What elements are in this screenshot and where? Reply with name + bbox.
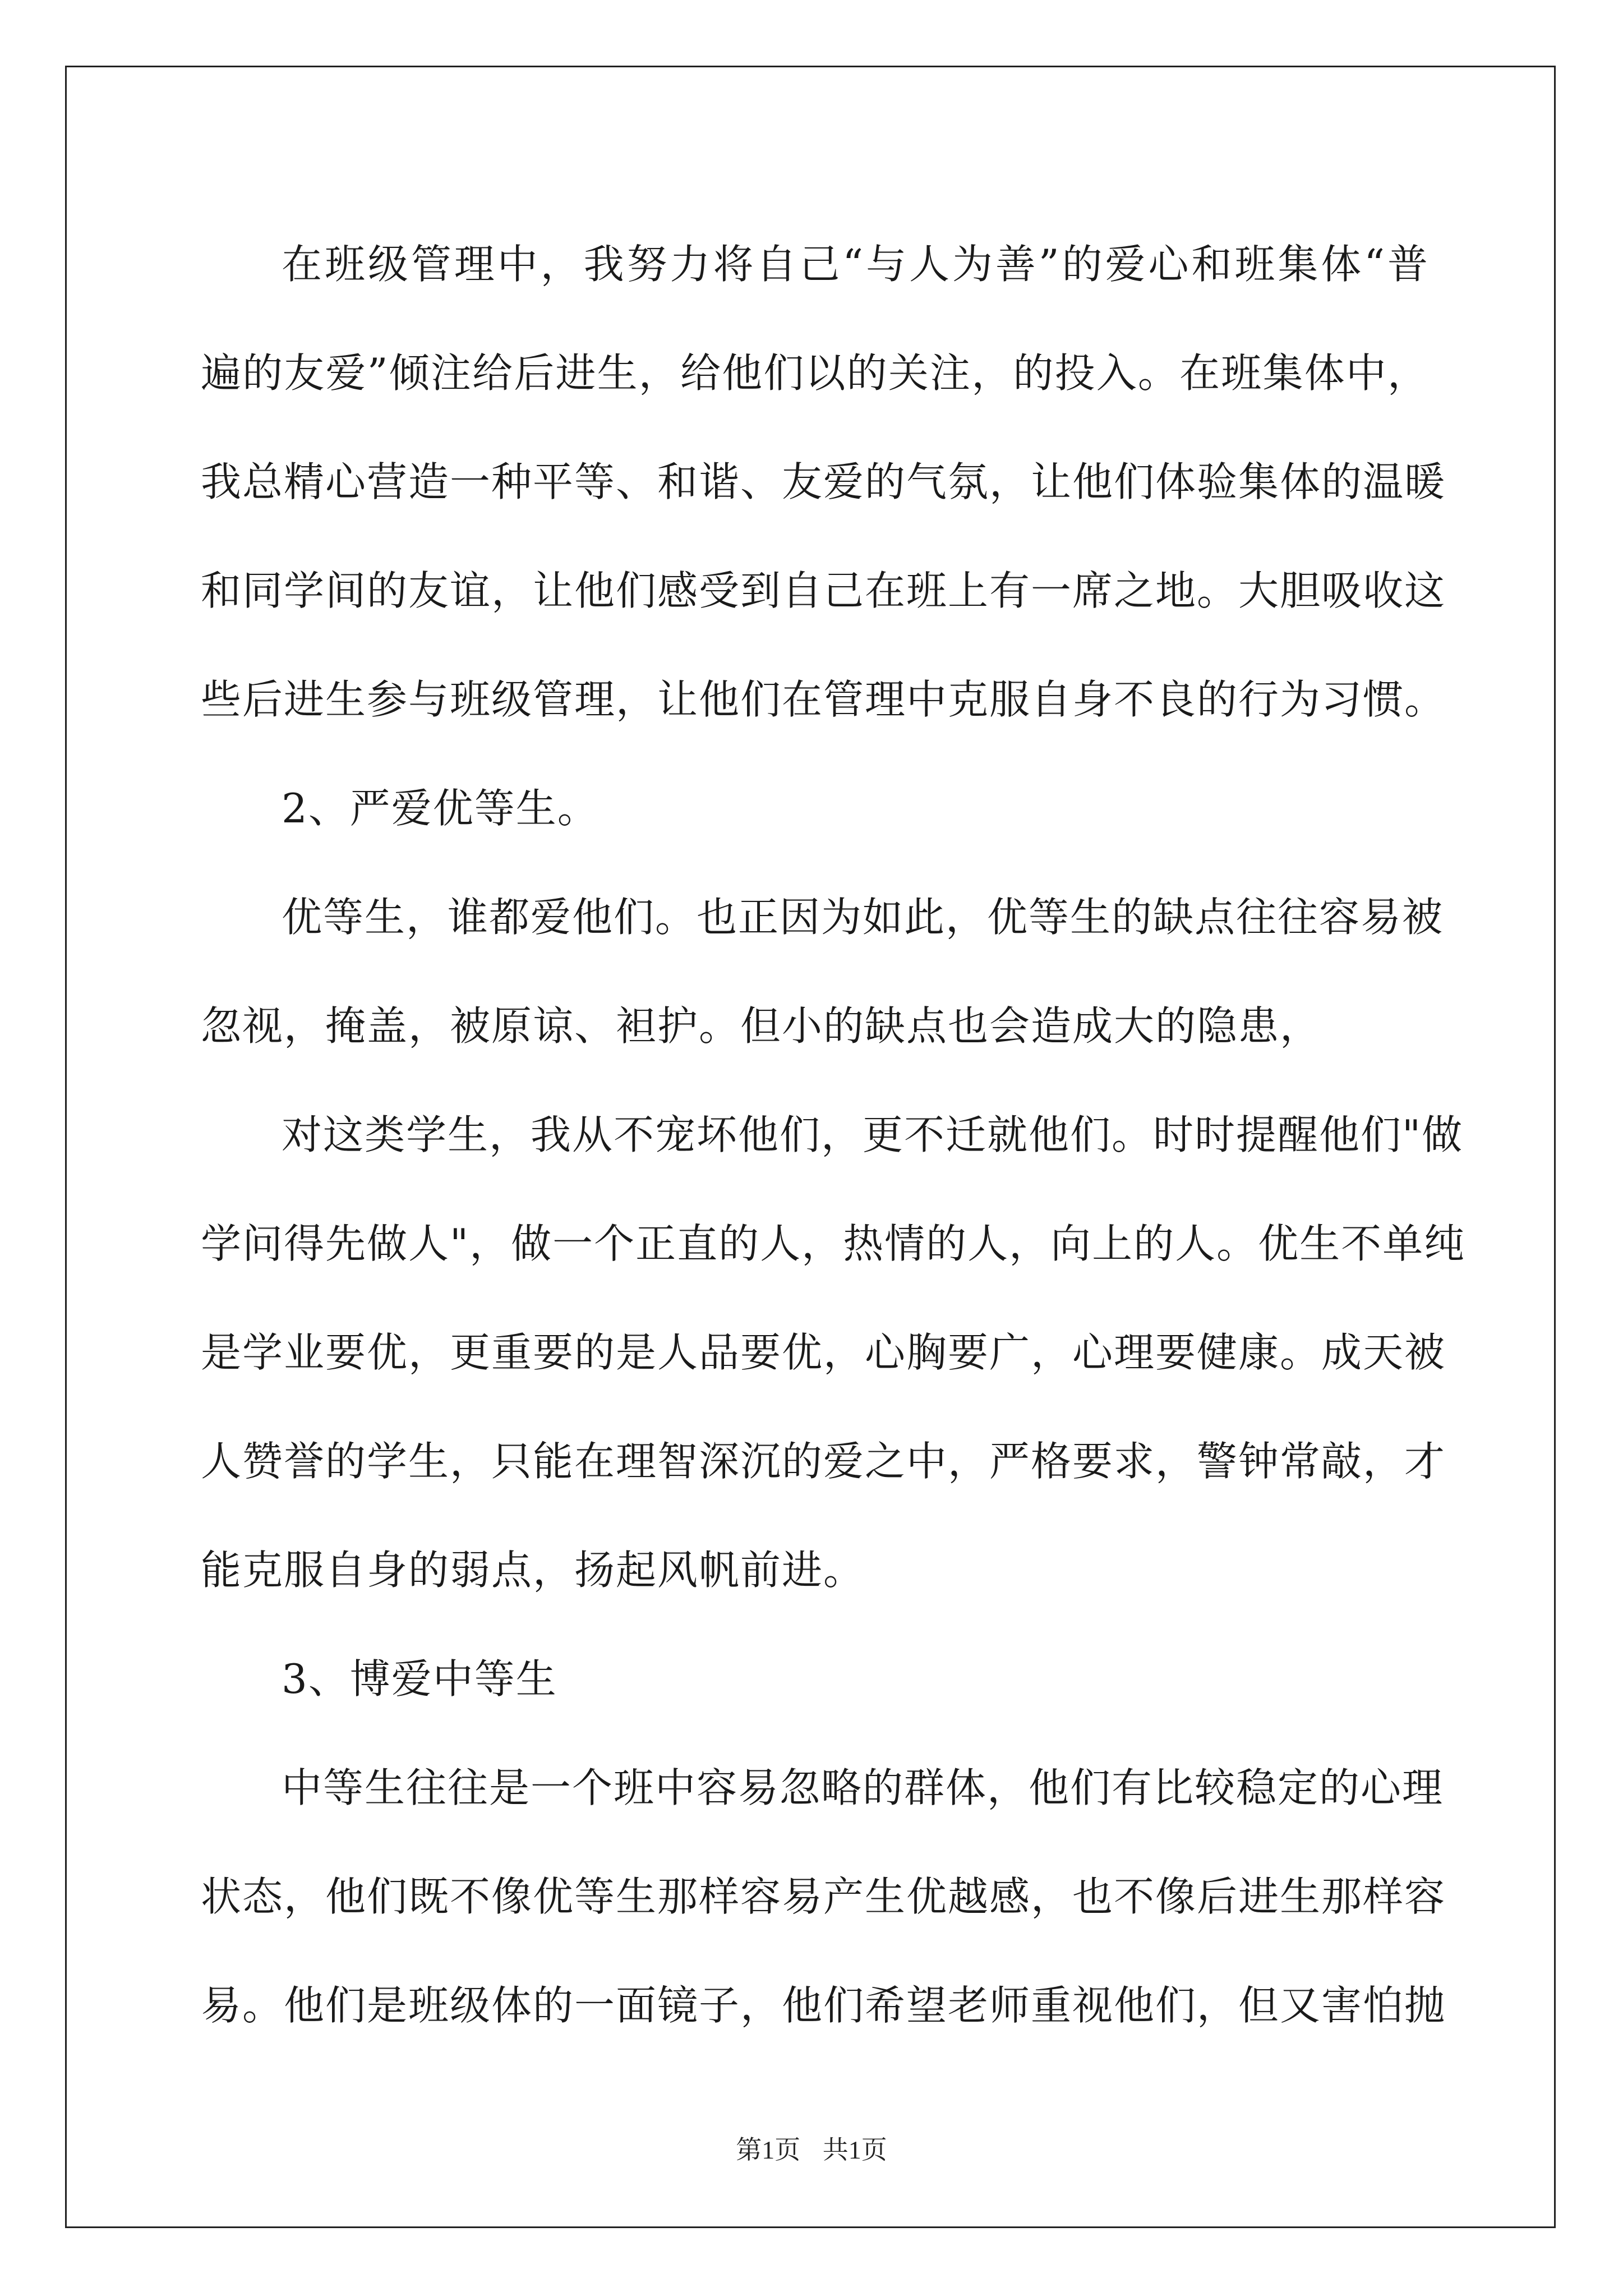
page-number: 第1页 bbox=[736, 2136, 801, 2164]
text-line: 学问得先做人"，做一个正直的人，热情的人，向上的人。优生不单纯 bbox=[201, 1220, 1466, 1267]
text-line: 状态，他们既不像优等生那样容易产生优越感，也不像后进生那样容 bbox=[201, 1873, 1446, 1920]
page-footer bbox=[0, 2129, 1623, 2166]
text-line: 能克服自身的弱点，扬起风帆前进。 bbox=[201, 1547, 865, 1594]
text-line: 中等生往往是一个班中容易忽略的群体，他们有比较稳定的心理 bbox=[282, 1764, 1444, 1811]
document-body bbox=[201, 210, 1466, 2060]
paragraph-class-management bbox=[201, 210, 1446, 754]
text-line: 2、严爱优等生。 bbox=[282, 785, 599, 832]
text-line: 和同学间的友谊，让他们感受到自己在班上有一席之地。大胆吸收这 bbox=[201, 567, 1446, 614]
text-line: 优等生，谁都爱他们。也正因为如此，优等生的缺点往往容易被 bbox=[282, 894, 1444, 941]
text-line: 忽视，掩盖，被原谅、袒护。但小的缺点也会造成大的隐患， bbox=[201, 1002, 1322, 1050]
text-line: 对这类学生，我从不宠坏他们，更不迁就他们。时时提醒他们"做 bbox=[282, 1111, 1464, 1158]
paragraph-strict-love bbox=[201, 1080, 1466, 1625]
paragraph-middle-students bbox=[201, 1733, 1446, 2060]
text-line: 些后进生参与班级管理，让他们在管理中克服自身不良的行为习惯。 bbox=[201, 676, 1446, 723]
text-line: 我总精心营造一种平等、和谐、友爱的气氛，让他们体验集体的温暖 bbox=[201, 458, 1446, 505]
text-line: 易。他们是班级体的一面镜子，他们希望老师重视他们，但又害怕抛 bbox=[201, 1982, 1446, 2029]
section-heading-excellent-students bbox=[201, 754, 1429, 863]
text-line: 是学业要优，更重要的是人品要优，心胸要广，心理要健康。成天被 bbox=[201, 1329, 1446, 1376]
text-line: 人赞誉的学生，只能在理智深沉的爱之中，严格要求，警钟常敲，才 bbox=[201, 1438, 1446, 1485]
paragraph-excellent-students bbox=[201, 863, 1444, 1080]
text-line: 遍的友爱”倾注给后进生，给他们以的关注，的投入。在班集体中， bbox=[201, 349, 1429, 397]
text-line: 在班级管理中，我努力将自己“与人为善”的爱心和班集体“普 bbox=[282, 241, 1429, 288]
text-line: 3、博爱中等生 bbox=[282, 1655, 557, 1703]
section-heading-middle-students bbox=[201, 1625, 1429, 1733]
page-total: 共1页 bbox=[822, 2136, 887, 2164]
